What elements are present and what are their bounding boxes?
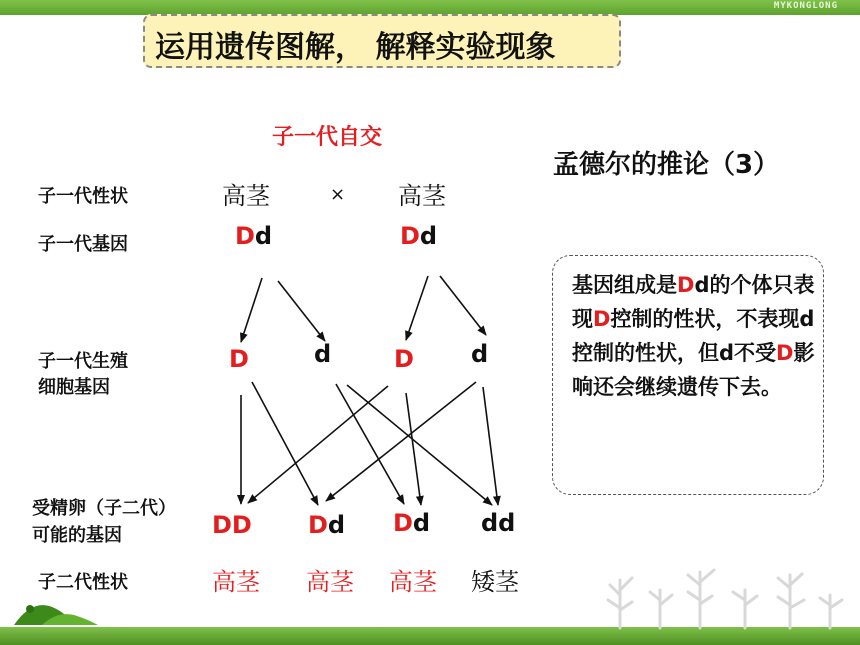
f2-trait-2: 高茎 <box>306 568 354 596</box>
arrow <box>406 393 421 505</box>
gamete-3: D <box>394 345 414 373</box>
offspring-2 <box>308 511 345 539</box>
label-zygote-2: 可能的基因 <box>32 525 122 546</box>
gene-dominant: D <box>400 222 420 250</box>
offspring-4: dd <box>481 509 516 537</box>
note-part: d的个体只表现 <box>572 273 815 331</box>
gene-dominant: D <box>308 511 328 539</box>
note-part: 影响还会继续遗传下去。 <box>572 341 815 399</box>
slide-title: 运用遗传图解， 解释实验现象 <box>155 30 556 65</box>
parent-left-trait: 高茎 <box>222 182 270 210</box>
offspring-3 <box>393 509 430 537</box>
gene-recessive: d <box>412 509 431 537</box>
note-dominant: D <box>593 307 611 331</box>
arrow <box>241 278 262 342</box>
f2-trait-1: 高茎 <box>212 568 260 596</box>
subtitle: 子一代自交 <box>272 125 383 150</box>
label-f1-gamete-2: 细胞基因 <box>38 377 110 398</box>
arrow <box>278 281 325 341</box>
gene-recessive: d <box>419 222 438 250</box>
offspring-1: DD <box>212 511 252 539</box>
label-f1-trait: 子一代性状 <box>38 186 128 207</box>
brand-text: MYKONGLONG <box>773 1 838 11</box>
arrow <box>483 387 498 505</box>
gamete-2: d <box>314 340 332 368</box>
arrow <box>347 385 492 505</box>
logo-icon <box>12 597 102 627</box>
slide-heading: 孟德尔的推论（3） <box>553 150 780 180</box>
label-f2-trait: 子二代性状 <box>38 572 128 593</box>
arrow <box>252 382 318 505</box>
gene-recessive: d <box>254 222 273 250</box>
plant-decoration <box>600 560 850 630</box>
arrow <box>326 382 476 501</box>
note-part: 基因组成是 <box>572 273 677 297</box>
parent-right-trait: 高茎 <box>398 182 446 210</box>
note-dominant: D <box>677 273 695 297</box>
label-f1-gene: 子一代基因 <box>38 234 128 255</box>
label-zygote-1: 受精卵（子二代） <box>32 498 176 519</box>
gamete-4: d <box>471 340 489 368</box>
note-dominant: D <box>776 341 794 365</box>
explanation-text <box>572 268 817 404</box>
arrow <box>406 276 428 340</box>
f2-trait-4: 矮茎 <box>471 568 519 596</box>
label-f1-gamete-1: 子一代生殖 <box>38 351 128 372</box>
arrow <box>440 276 486 335</box>
gene-dominant: D <box>393 509 413 537</box>
gene-dominant: D <box>235 222 255 250</box>
gene-recessive: d <box>327 511 346 539</box>
f2-trait-3: 高茎 <box>389 568 437 596</box>
arrow <box>248 386 388 503</box>
cross-symbol: × <box>330 184 346 205</box>
note-part: 控制的性状，不表现d控制的性状，但d不受 <box>572 307 815 365</box>
gamete-1: D <box>229 345 249 373</box>
